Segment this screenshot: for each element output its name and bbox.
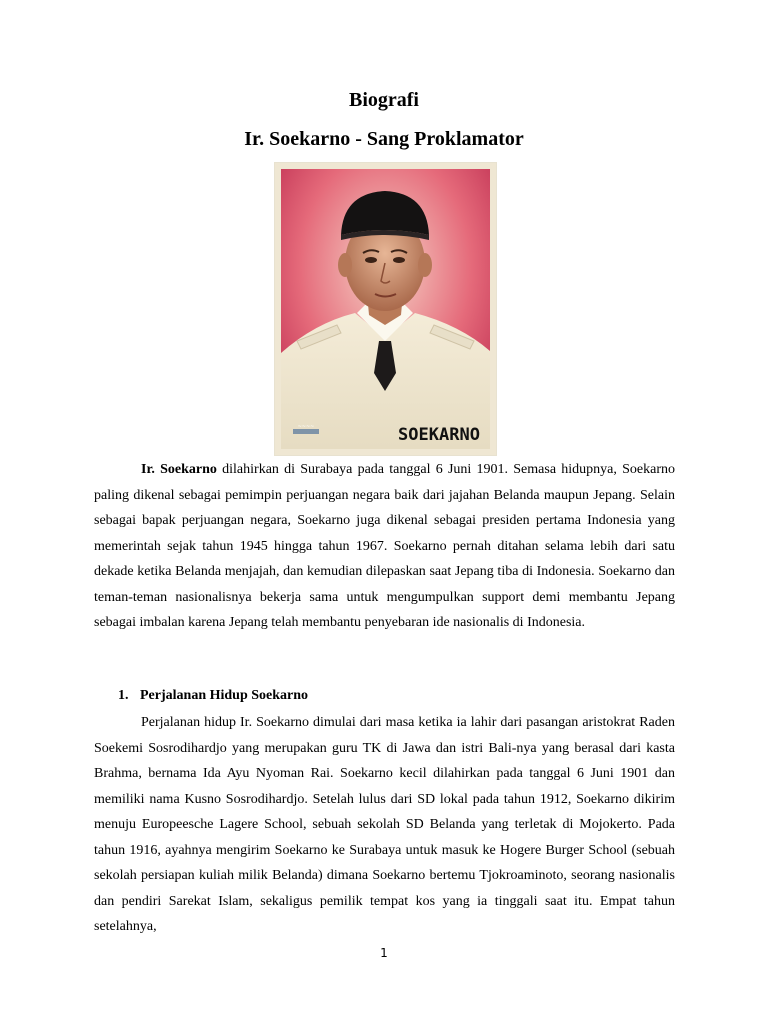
section-heading	[118, 685, 308, 707]
section-paragraph	[94, 710, 675, 940]
portrait-caption: SOEKARNO	[398, 425, 480, 445]
section-title: Perjalanan Hidup Soekarno	[140, 688, 309, 703]
section-text: Perjalanan hidup Ir. Soekarno dimulai dari masa ketika ia lahir dari pasangan aristokrat Raden Soekemi Sosrodihardjo yang merupakan guru TK di Jawa dan istri Bali-nya yang berasal dari kasta Brahma, bernama Ida Ayu Nyoman Rai. Soekarno kecil dilahirkan pada tanggal 6 Juni 1901 dan memiliki nama Kusno Sosrodihardjo. Setelah lulus dari SD lokal pada tahun 1912, Soekarno dikirim menuju Europeesche Lagere School, sebuah sekolah SD Belanda yang terletak di Mojokerto. Pada tahun 1916, ayahnya mengirim Soekarno ke Surabaya untuk masuk ke Hogere Burger School (sebuah sekolah persiapan kuliah milik Belanda) dimana Soekarno bertemu Tjokroaminoto, seorang nasionalis dan pendiri Sarekat Islam, sekaligus pemilik tempat kos yang ia tinggali saat itu. Empat tahun setelahnya,	[94, 715, 675, 934]
intro-lead-name: Ir. Soekarno	[141, 462, 217, 477]
page-number: 1	[380, 946, 388, 960]
intro-text: dilahirkan di Surabaya pada tanggal 6 Juni 1901. Semasa hidupnya, Soekarno paling dikenal sebagai pemimpin perjuangan negara baik dari jajahan Belanda maupun Jepang. Selain sebagai bapak perjuangan negara, Soekarno juga dikenal sebagai presiden pertama Indonesia yang memerintah sejak tahun 1945 hingga tahun 1967. Soekarno pernah ditahan selama lebih dari satu dekade ketika Belanda menjajah, dan kemudian dilepaskan saat Jepang tiba di Indonesia. Soekarno dan teman-teman nasionalisnya bekerja sama untuk mengumpulkan support demi membantu Jepang sebagai imbalan karena Jepang telah membantu penyebaran ide nasionalis di Indonesia.	[94, 462, 675, 630]
portrait-badge: ~~~~	[297, 424, 315, 430]
intro-paragraph	[94, 457, 675, 636]
section-number: 1.	[118, 688, 129, 703]
document-subtitle: Ir. Soekarno - Sang Proklamator	[244, 128, 524, 150]
document-title: Biografi	[349, 89, 419, 111]
soekarno-portrait	[275, 163, 496, 455]
